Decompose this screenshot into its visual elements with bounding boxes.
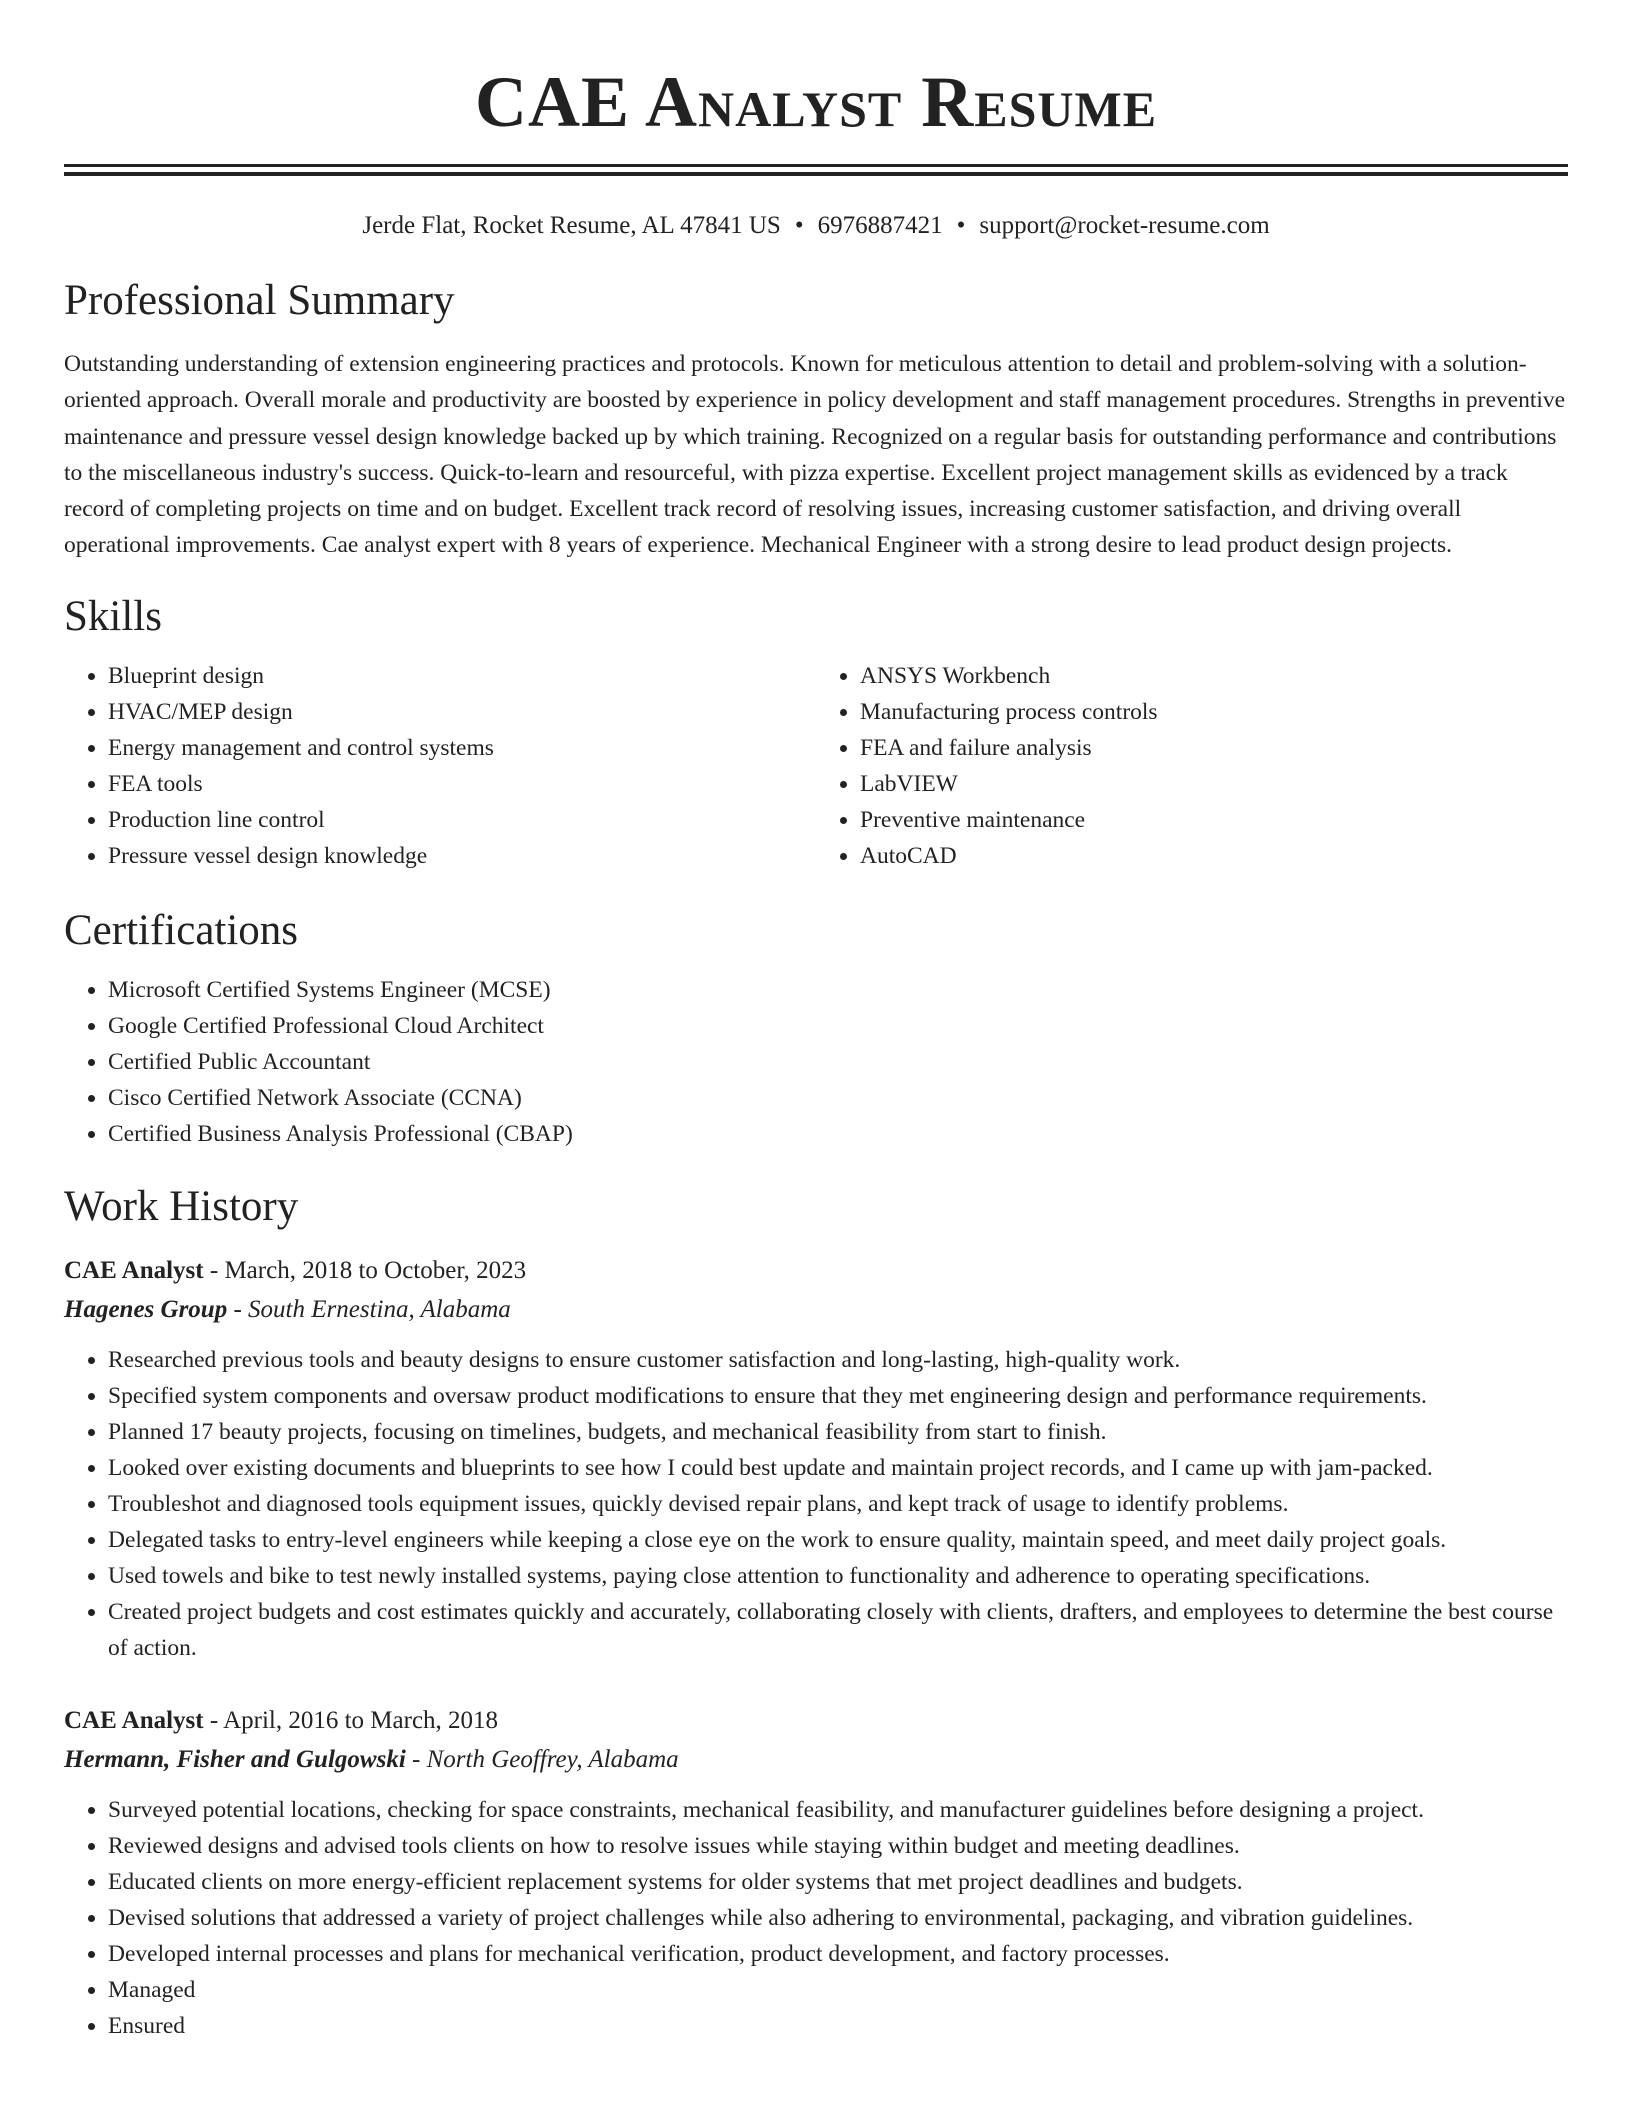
summary-section bbox=[64, 276, 1568, 564]
certification-item: • Microsoft Certified Systems Engineer (MCSE) bbox=[108, 972, 1568, 1008]
job-bullet: • Devised solutions that addressed a variety of project challenges while also adhering to environmental, packaging, and vibration guidelines. bbox=[108, 1900, 1568, 1936]
skill-item: • LabVIEW bbox=[860, 766, 1568, 802]
skills-columns bbox=[64, 658, 1568, 874]
page-title: CAE Analyst Resume bbox=[474, 62, 1158, 142]
skill-item: • Production line control bbox=[108, 802, 816, 838]
job-bullet: • Specified system components and oversaw product modifications to ensure that they met engineering design and performance requirements. bbox=[108, 1378, 1568, 1414]
job-dates: - March, 2018 to October, 2023 bbox=[203, 1256, 527, 1284]
job-entry bbox=[64, 1702, 1568, 2044]
job-bullet: • Surveyed potential locations, checking for space constraints, mechanical feasibility, and manufacturer guidelines before designing a project. bbox=[108, 1792, 1568, 1828]
job-bullet: • Educated clients on more energy-efficient replacement systems for older systems that met project deadlines and budgets. bbox=[108, 1864, 1568, 1900]
job-entry bbox=[64, 1252, 1568, 1666]
work-history-heading: Work History bbox=[64, 1182, 299, 1230]
skill-item: • Preventive maintenance bbox=[860, 802, 1568, 838]
certifications-heading: Certifications bbox=[64, 906, 299, 954]
job-bullet: • Delegated tasks to entry-level engineers while keeping a close eye on the work to ensure quality, maintain speed, and meet daily project goals. bbox=[108, 1522, 1568, 1558]
job-bullet: • Created project budgets and cost estimates quickly and accurately, collaborating closely with clients, drafters, and employees to determine the best course of action. bbox=[108, 1594, 1568, 1666]
job-company-line bbox=[64, 1290, 1568, 1330]
contact-phone: 6976887421 bbox=[817, 212, 943, 239]
summary-text: Outstanding understanding of extension engineering practices and protocols. Known for meticulous attention to detail and problem-solving with a solution-oriented approach. Overall morale and productivity are boosted by experience in policy development and staff management procedures. Strengths in preventive maintenance and pressure vessel design knowledge backed up by which training. Recognized on a regular basis for outstanding performance and contributions to the miscellaneous industry's success. Quick-to-learn and resourceful, with pizza expertise. Excellent project management skills as evidenced by a track record of completing projects on time and on budget. Excellent track record of resolving issues, increasing customer satisfaction, and driving overall operational improvements. Cae analyst expert with 8 years of experience. Mechanical Engineer with a strong desire to lead product design projects. bbox=[64, 351, 1566, 559]
job-bullets bbox=[64, 1342, 1568, 1666]
skill-item: • FEA and failure analysis bbox=[860, 730, 1568, 766]
contact-separator: • bbox=[956, 212, 966, 239]
job-bullet: • Ensured bbox=[108, 2008, 1568, 2044]
job-company: Hagenes Group bbox=[64, 1295, 228, 1323]
certification-item: • Google Certified Professional Cloud Architect bbox=[108, 1008, 1568, 1044]
certification-item: • Certified Business Analysis Professional (CBAP) bbox=[108, 1116, 1568, 1152]
job-bullets bbox=[64, 1792, 1568, 2044]
job-title-line bbox=[64, 1252, 1568, 1290]
job-title: CAE Analyst bbox=[64, 1706, 204, 1734]
skill-item: • Pressure vessel design knowledge bbox=[108, 838, 816, 874]
skill-item: • Manufacturing process controls bbox=[860, 694, 1568, 730]
skill-item: • ANSYS Workbench bbox=[860, 658, 1568, 694]
skill-item: • Blueprint design bbox=[108, 658, 816, 694]
skill-item: • FEA tools bbox=[108, 766, 816, 802]
job-title: CAE Analyst bbox=[64, 1256, 204, 1284]
contact-address: Jerde Flat, Rocket Resume, AL 47841 US bbox=[362, 212, 781, 239]
certification-item: • Cisco Certified Network Associate (CCNA) bbox=[108, 1080, 1568, 1116]
work-history-section bbox=[64, 1182, 1568, 2044]
certifications-list bbox=[64, 972, 1568, 1152]
skill-item: • AutoCAD bbox=[860, 838, 1568, 874]
job-bullet: • Researched previous tools and beauty designs to ensure customer satisfaction and long-lasting, high-quality work. bbox=[108, 1342, 1568, 1378]
job-bullet: • Used towels and bike to test newly installed systems, paying close attention to functionality and adherence to operating specifications. bbox=[108, 1558, 1568, 1594]
job-location: - South Ernestina, Alabama bbox=[227, 1295, 511, 1323]
job-dates: - April, 2016 to March, 2018 bbox=[203, 1706, 499, 1734]
skill-item: • Energy management and control systems bbox=[108, 730, 816, 766]
summary-heading: Professional Summary bbox=[64, 277, 455, 324]
job-company: Hermann, Fisher and Gulgowski bbox=[64, 1745, 406, 1773]
job-bullet: • Troubleshot and diagnosed tools equipment issues, quickly devised repair plans, and kept track of usage to identify problems. bbox=[108, 1486, 1568, 1522]
skills-list-left bbox=[64, 658, 816, 874]
skill-item: • HVAC/MEP design bbox=[108, 694, 816, 730]
job-location: - North Geoffrey, Alabama bbox=[405, 1745, 679, 1773]
job-bullet: • Managed bbox=[108, 1972, 1568, 2008]
job-company-line bbox=[64, 1740, 1568, 1780]
contact-separator: • bbox=[794, 212, 804, 239]
contact-email: support@rocket-resume.com bbox=[979, 212, 1270, 239]
job-bullet: • Looked over existing documents and blueprints to see how I could best update and maintain project records, and I came up with jam-packed. bbox=[108, 1450, 1568, 1486]
job-title-line bbox=[64, 1702, 1568, 1740]
skills-list-right bbox=[816, 658, 1568, 874]
skills-heading: Skills bbox=[64, 592, 162, 640]
job-bullet: • Developed internal processes and plans for mechanical verification, product development, and factory processes. bbox=[108, 1936, 1568, 1972]
certification-item: • Certified Public Accountant bbox=[108, 1044, 1568, 1080]
contact-line bbox=[64, 210, 1568, 242]
certifications-section bbox=[64, 906, 1568, 1152]
skills-section bbox=[64, 592, 1568, 874]
job-bullet: • Planned 17 beauty projects, focusing on timelines, budgets, and mechanical feasibility from start to finish. bbox=[108, 1414, 1568, 1450]
job-bullet: • Reviewed designs and advised tools clients on how to resolve issues while staying within budget and meeting deadlines. bbox=[108, 1828, 1568, 1864]
title-divider bbox=[64, 164, 1568, 176]
